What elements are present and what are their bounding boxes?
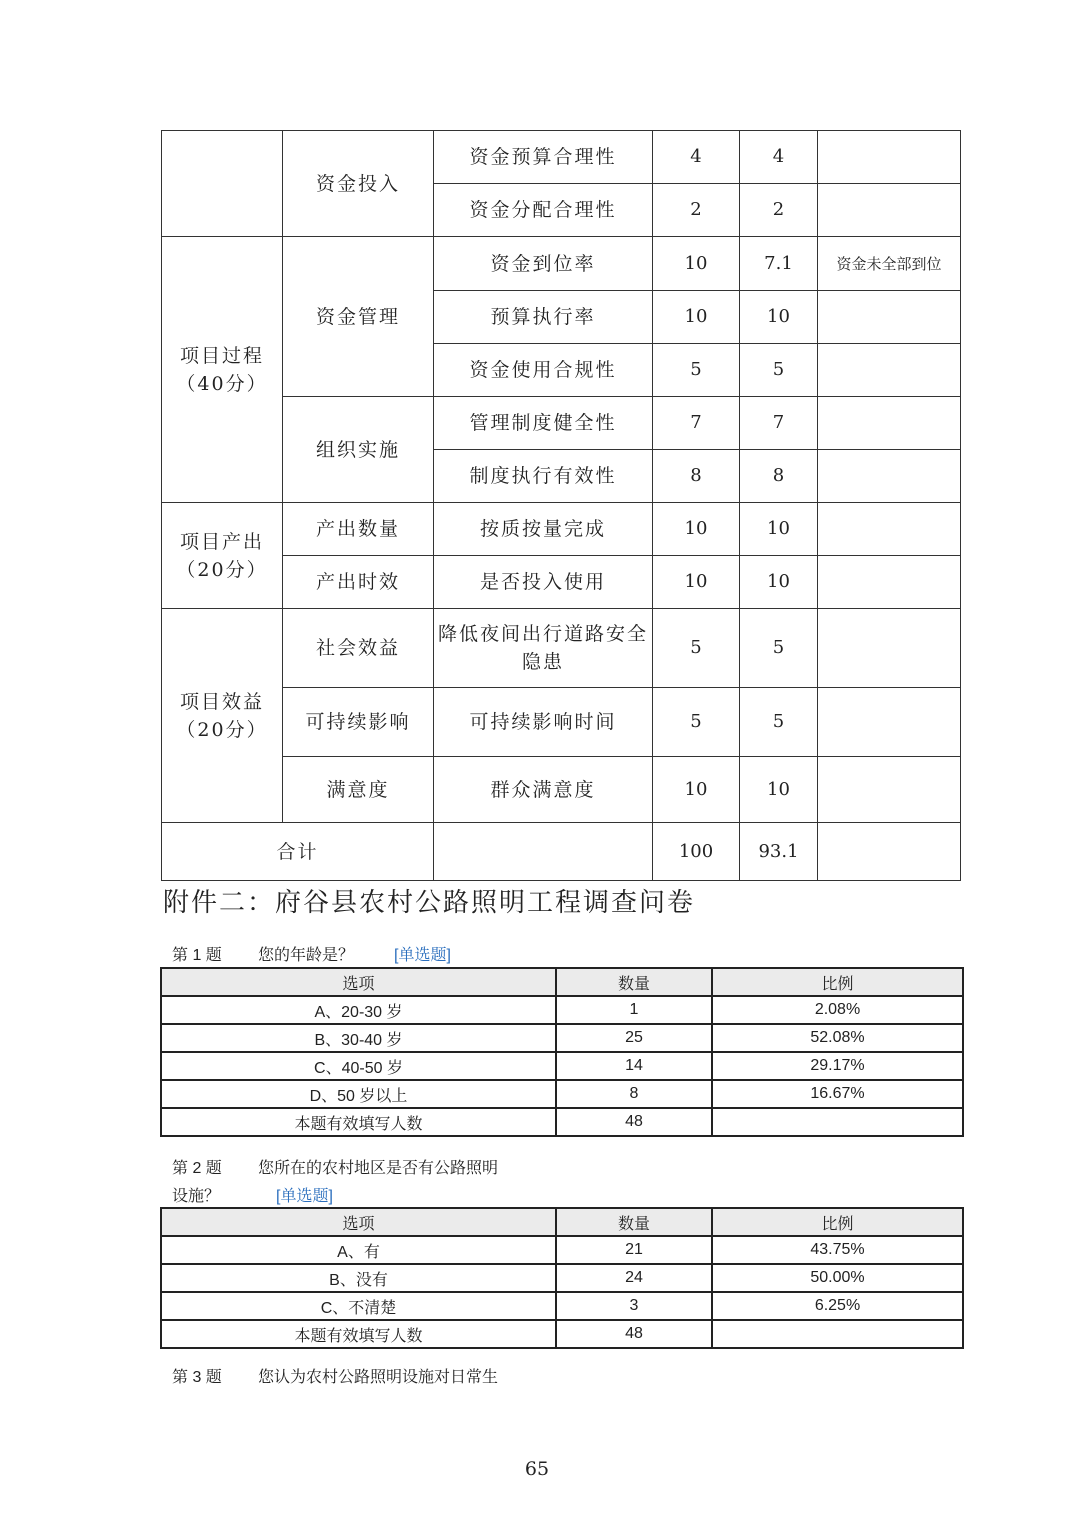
remark-cell — [818, 184, 961, 237]
remark-cell — [818, 450, 961, 503]
indicator-cell: 预算执行率 — [434, 291, 653, 344]
remark-cell — [818, 131, 961, 184]
full-score-cell: 10 — [653, 291, 740, 344]
option-cell: B、30-40 岁 — [161, 1024, 556, 1052]
indicator-cell: 资金到位率 — [434, 237, 653, 291]
remark-cell — [818, 503, 961, 556]
subcategory-cell: 产出数量 — [283, 503, 434, 556]
category-cell: 项目产出 （20分） — [162, 503, 283, 609]
question-text-continued: 设施？ — [172, 1188, 221, 1205]
column-header: 比例 — [712, 968, 963, 996]
remark-cell — [818, 291, 961, 344]
question-2-heading — [172, 1155, 498, 1178]
subcategory-cell: 产出时效 — [283, 556, 434, 609]
valid-count-value: 48 — [556, 1108, 712, 1136]
column-header: 数量 — [556, 1208, 712, 1236]
option-cell: D、50 岁以上 — [161, 1080, 556, 1108]
count-cell: 3 — [556, 1292, 712, 1320]
category-cell: 项目过程 （40分） — [162, 237, 283, 503]
question-number: 第 2 题 — [172, 1160, 222, 1177]
total-full-score-cell: 100 — [653, 823, 740, 881]
full-score-cell: 5 — [653, 609, 740, 688]
option-cell: A、20-30 岁 — [161, 996, 556, 1024]
full-score-cell: 10 — [653, 757, 740, 823]
ratio-cell: 2.08% — [712, 996, 963, 1024]
subcategory-cell: 可持续影响 — [283, 688, 434, 757]
score-cell: 5 — [740, 688, 818, 757]
column-header: 选项 — [161, 1208, 556, 1236]
indicator-cell: 制度执行有效性 — [434, 450, 653, 503]
table-row — [161, 1264, 963, 1292]
table-row — [161, 1292, 963, 1320]
table-row — [161, 1052, 963, 1080]
ratio-cell: 29.17% — [712, 1052, 963, 1080]
annex-title: 附件二：府谷县农村公路照明工程调查问卷 — [163, 888, 696, 918]
count-cell: 24 — [556, 1264, 712, 1292]
subcategory-cell: 满意度 — [283, 757, 434, 823]
full-score-cell: 10 — [653, 237, 740, 291]
question-3-heading — [172, 1364, 498, 1387]
score-cell: 2 — [740, 184, 818, 237]
ratio-cell: 6.25% — [712, 1292, 963, 1320]
category-cell: 项目效益 （20分） — [162, 609, 283, 823]
remark-cell — [818, 757, 961, 823]
ratio-cell: 52.08% — [712, 1024, 963, 1052]
full-score-cell: 10 — [653, 556, 740, 609]
page-number: 65 — [524, 1458, 550, 1480]
valid-count-row — [161, 1108, 963, 1136]
score-cell: 10 — [740, 291, 818, 344]
remark-cell — [818, 344, 961, 397]
remark-cell — [818, 823, 961, 881]
table-row — [161, 1236, 963, 1264]
question-type-tag: [单选题] — [394, 947, 451, 964]
option-cell: A、有 — [161, 1236, 556, 1264]
count-cell: 25 — [556, 1024, 712, 1052]
score-cell: 10 — [740, 757, 818, 823]
question-1-heading — [172, 942, 451, 965]
question-2-table — [160, 1207, 964, 1349]
table-row — [162, 237, 961, 291]
indicator-cell: 资金使用合规性 — [434, 344, 653, 397]
full-score-cell: 5 — [653, 688, 740, 757]
valid-count-label: 本题有效填写人数 — [161, 1108, 556, 1136]
indicator-cell: 管理制度健全性 — [434, 397, 653, 450]
table-row — [162, 609, 961, 688]
column-header: 数量 — [556, 968, 712, 996]
option-cell: B、没有 — [161, 1264, 556, 1292]
remark-cell — [818, 556, 961, 609]
question-2-heading-continued — [172, 1183, 333, 1206]
remark-cell — [818, 397, 961, 450]
indicator-cell: 降低夜间出行道路安全隐患 — [434, 609, 653, 688]
score-cell: 10 — [740, 503, 818, 556]
table-total-row — [162, 823, 961, 881]
question-text: 您所在的农村地区是否有公路照明 — [258, 1160, 499, 1177]
table-row — [161, 996, 963, 1024]
question-text: 您认为农村公路照明设施对日常生 — [258, 1369, 499, 1386]
indicator-cell: 可持续影响时间 — [434, 688, 653, 757]
full-score-cell: 4 — [653, 131, 740, 184]
option-cell: C、不清楚 — [161, 1292, 556, 1320]
score-cell: 7 — [740, 397, 818, 450]
subcategory-cell: 社会效益 — [283, 609, 434, 688]
score-cell: 5 — [740, 609, 818, 688]
table-row — [162, 503, 961, 556]
remark-cell — [818, 609, 961, 688]
valid-count-ratio — [712, 1320, 963, 1348]
table-row — [161, 1024, 963, 1052]
indicator-cell: 按质按量完成 — [434, 503, 653, 556]
question-type-tag: [单选题] — [276, 1188, 333, 1205]
question-number: 第 1 题 — [172, 947, 222, 964]
valid-count-value: 48 — [556, 1320, 712, 1348]
valid-count-row — [161, 1320, 963, 1348]
subcategory-cell: 资金管理 — [283, 237, 434, 397]
option-cell: C、40-50 岁 — [161, 1052, 556, 1080]
full-score-cell: 10 — [653, 503, 740, 556]
score-cell: 4 — [740, 131, 818, 184]
score-cell: 5 — [740, 344, 818, 397]
full-score-cell: 5 — [653, 344, 740, 397]
table-row — [162, 131, 961, 184]
remark-cell: 资金未全部到位 — [818, 237, 961, 291]
subcategory-cell: 资金投入 — [283, 131, 434, 237]
question-number: 第 3 题 — [172, 1369, 222, 1386]
count-cell: 8 — [556, 1080, 712, 1108]
count-cell: 21 — [556, 1236, 712, 1264]
count-cell: 14 — [556, 1052, 712, 1080]
indicator-cell: 群众满意度 — [434, 757, 653, 823]
valid-count-ratio — [712, 1108, 963, 1136]
ratio-cell: 16.67% — [712, 1080, 963, 1108]
score-cell: 7.1 — [740, 237, 818, 291]
total-score-cell: 93.1 — [740, 823, 818, 881]
question-text: 您的年龄是？ — [258, 947, 355, 964]
score-cell: 8 — [740, 450, 818, 503]
table-row — [161, 1080, 963, 1108]
table-header-row — [161, 1208, 963, 1236]
ratio-cell: 50.00% — [712, 1264, 963, 1292]
ratio-cell: 43.75% — [712, 1236, 963, 1264]
column-header: 选项 — [161, 968, 556, 996]
full-score-cell: 2 — [653, 184, 740, 237]
full-score-cell: 8 — [653, 450, 740, 503]
indicator-cell — [434, 823, 653, 881]
count-cell: 1 — [556, 996, 712, 1024]
indicator-cell: 是否投入使用 — [434, 556, 653, 609]
score-cell: 10 — [740, 556, 818, 609]
table-header-row — [161, 968, 963, 996]
full-score-cell: 7 — [653, 397, 740, 450]
indicator-cell: 资金分配合理性 — [434, 184, 653, 237]
remark-cell — [818, 688, 961, 757]
total-label-cell: 合计 — [162, 823, 434, 881]
performance-evaluation-table — [161, 130, 961, 881]
question-1-table — [160, 967, 964, 1137]
column-header: 比例 — [712, 1208, 963, 1236]
valid-count-label: 本题有效填写人数 — [161, 1320, 556, 1348]
subcategory-cell: 组织实施 — [283, 397, 434, 503]
indicator-cell: 资金预算合理性 — [434, 131, 653, 184]
category-cell — [162, 131, 283, 237]
